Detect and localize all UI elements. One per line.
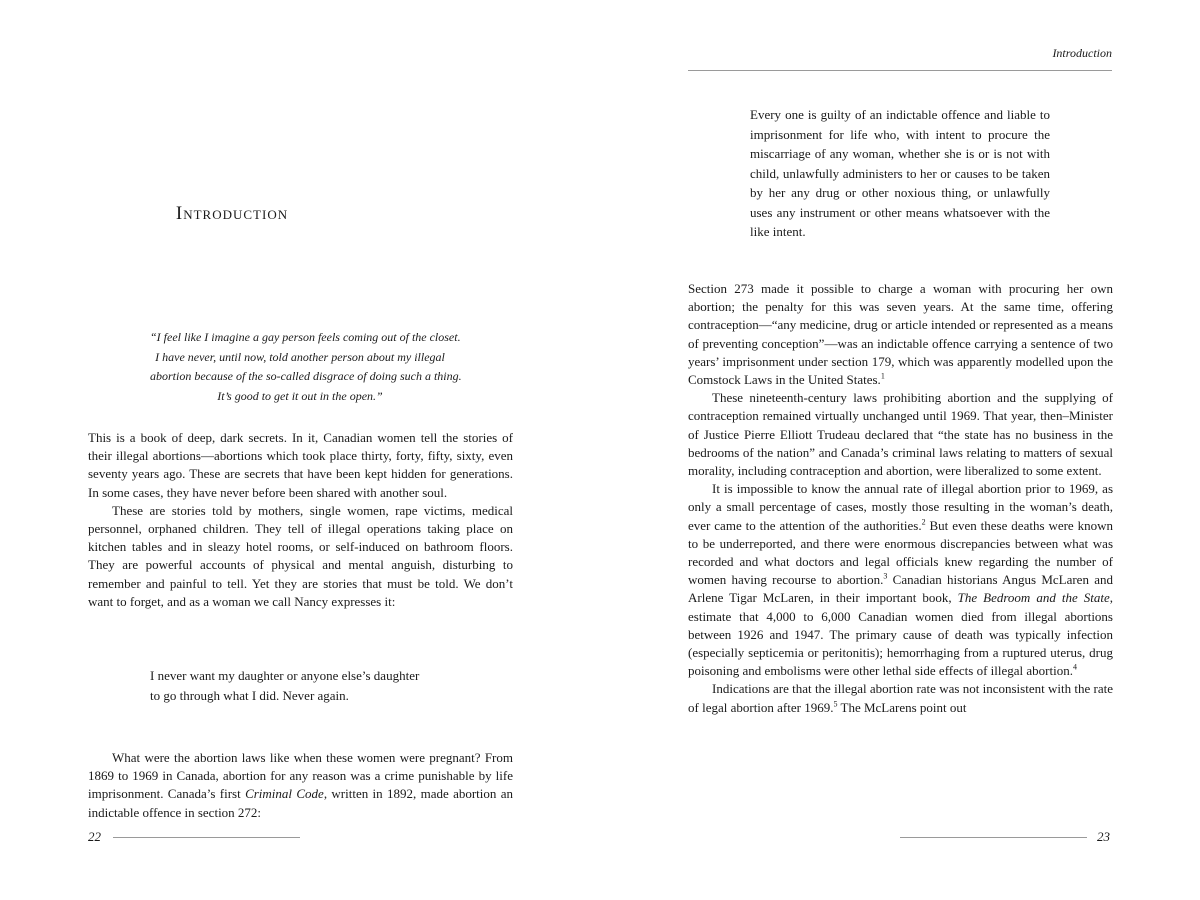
footnote-ref: 3	[883, 571, 888, 581]
paragraph	[88, 749, 513, 822]
text-run: Indications are that the illegal abortion rate was not inconsistent with the rate of legal abortion after 1969.	[688, 681, 1113, 715]
paragraph: These are stories told by mothers, single women, rape victims, medical personnel, orphaned children. They tell of illegal operations taking place on kitchen tables and in sleazy hotel rooms, or self-induced on bathroom floors. They are powerful accounts of physical and mental anguish, disturbing to remember and painful to tell. Yet they are stories that must be told. We don’t want to forget, and as a woman we call Nancy expresses it:	[88, 502, 513, 609]
quote-line: to go through what I did. Never again.	[150, 687, 349, 703]
paragraph	[688, 280, 1113, 389]
epigraph-line: It’s good to get it out in the open.”	[217, 388, 383, 403]
text-run: , written in 1892, made abortion an indictable offence in section 272:	[88, 786, 513, 820]
paragraph	[688, 680, 1113, 716]
nancy-quote	[150, 666, 419, 705]
epigraph-line: I have never, until now, told another person about my illegal	[155, 349, 445, 364]
footnote-ref: 2	[921, 517, 926, 527]
right-body-text	[688, 280, 1113, 717]
footer-rule-left	[113, 837, 300, 838]
epigraph-line: “I feel like I imagine a gay person feels coming out of the closet.	[150, 330, 461, 344]
book-title: The Bedroom and the State	[957, 590, 1110, 606]
page-number-right: 23	[1097, 829, 1110, 844]
footer-rule-right	[900, 837, 1087, 838]
quote-line: I never want my daughter or anyone else’s daughter	[150, 668, 420, 683]
text-run: What were the abortion laws like when these women were pregnant? From 1869 to 1969 in Canada, abortion for any reason was a crime punishable by life imprisonment. Canada’s first	[88, 750, 513, 802]
left-body-text	[88, 429, 513, 611]
left-body-continuation	[88, 749, 513, 822]
paragraph: This is a book of deep, dark secrets. In it, Canadian women tell the stories of their illegal abortions—abortions which took place thirty, forty, fifty, sixty, even seventy years ago. These are secrets that have been kept hidden for generations. In some cases, they have never before been shared with another soul.	[88, 430, 513, 500]
header-rule	[688, 70, 1112, 71]
text-run: Canadian historians Angus McLaren and Arlene Tigar McLaren, in their important book,	[688, 572, 1113, 606]
page-number-left: 22	[88, 829, 101, 844]
paragraph: These nineteenth-century laws prohibiting abortion and the supplying of contraception remained virtually unchanged until 1969. That year, then–Minister of Justice Pierre Elliott Trudeau declared that “the state has no business in the bedrooms of the nation” and Canada’s criminal laws relating to matters of sexual morality, including contraception and abortion, were liberalized to some extent.	[688, 390, 1113, 479]
criminal-code-title: Criminal Code	[245, 786, 324, 802]
epigraph	[150, 328, 462, 406]
text-run: It is impossible to know the annual rate of illegal abortion prior to 1969, as only a small percentage of cases, mostly those resulting in the woman’s death, ever came to the attention of the authorities.	[688, 481, 1113, 533]
text-run: The McLarens point out	[837, 699, 967, 715]
chapter-title: Introduction	[175, 203, 289, 224]
text-run: But even these deaths were known to be underreported, and there were enormous discrepancies between what was recorded and what doctors and legal officials knew regarding the number of women having recourse to abortion.	[688, 517, 1114, 588]
footnote-ref: 5	[833, 699, 838, 709]
text-run: Section 273 made it possible to charge a woman with procuring her own abortion; the penalty for this was seven years. At the same time, offering contraception—“any medicine, drug or article intended or represented as a means of preventing conception”—was an indictable offence carrying a sentence of two years’ imprisonment under section 179, which was apparently modelled upon the Comstock Laws in the United States.	[688, 281, 1113, 388]
law-quote: Every one is guilty of an indictable offence and liable to imprisonment for life who, with intent to procure the miscarriage of any woman, whether she is or is not with child, unlawfully administers to her or causes to be taken by her any drug or other noxious thing, or unlawfully uses any instrument or other means whatsoever with the like intent.	[750, 107, 1050, 239]
epigraph-line: abortion because of the so-called disgrace of doing such a thing.	[150, 369, 462, 383]
text-run: , estimate that 4,000 to 6,000 Canadian women died from illegal abortions between 1926 and 1947. The primary cause of death was typically infection (especially septicemia or peritonitis); hemorrhaging from a ruptured uterus, drug poisoning and embolisms were other lethal side effects of illegal abortion.	[688, 590, 1113, 679]
footnote-ref: 4	[1072, 662, 1077, 672]
right-page	[600, 0, 1200, 900]
paragraph	[688, 480, 1113, 680]
footnote-ref: 1	[880, 371, 885, 381]
running-head: Introduction	[1052, 46, 1112, 60]
